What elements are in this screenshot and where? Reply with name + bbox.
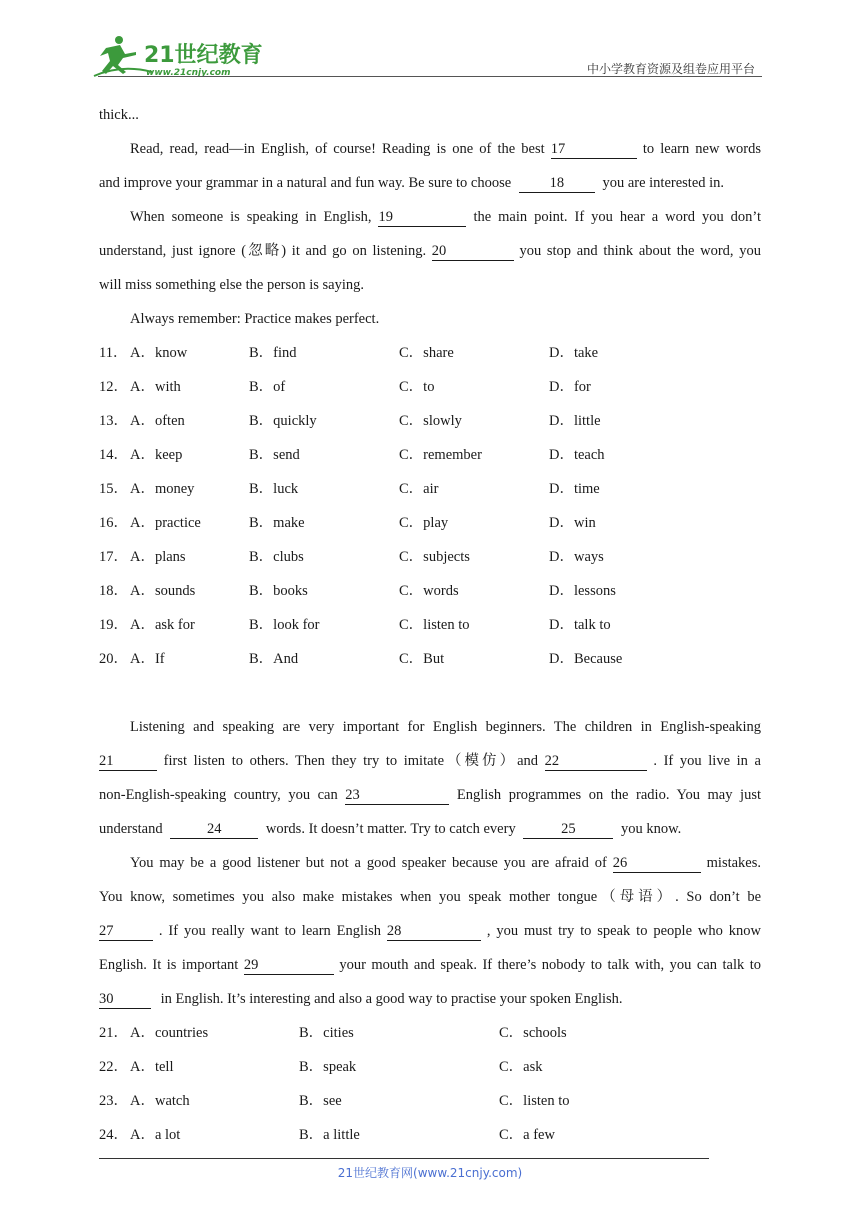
option-b[interactable]: B．of	[249, 379, 286, 395]
blank-22: 22	[545, 753, 647, 771]
passage2-line	[99, 812, 761, 846]
text: you are interested in.	[602, 175, 725, 191]
question-list-2	[99, 1016, 761, 1152]
blank-18: 18	[519, 175, 595, 193]
logo-url: www.21cnjy.com	[146, 68, 231, 78]
text: understand, just ignore (忽略) it and go on listening.	[99, 243, 427, 259]
option-c[interactable]: C．air	[399, 481, 439, 497]
text: your mouth and speak. If there’s nobody to talk with, you can talk to	[339, 957, 762, 973]
option-b[interactable]: B．cities	[299, 1025, 354, 1041]
option-b[interactable]: B．look for	[249, 617, 320, 633]
text: mistakes.	[706, 855, 762, 871]
text: English. It is important	[99, 957, 239, 973]
question-row	[99, 336, 761, 370]
question-row	[99, 1050, 761, 1084]
option-d[interactable]: D．time	[549, 481, 600, 497]
text: you stop and think about the word, you	[519, 243, 761, 259]
text: first listen to others. Then they try to imitate（模仿）and	[163, 753, 539, 769]
option-c[interactable]: C．schools	[499, 1025, 567, 1041]
option-a[interactable]: A．money	[130, 481, 195, 497]
option-d[interactable]: D．take	[549, 345, 599, 361]
option-d[interactable]: D．lessons	[549, 583, 616, 599]
question-number: 15．	[99, 481, 128, 497]
option-c[interactable]: C．words	[399, 583, 459, 599]
header-tagline: 中小学教育资源及组卷应用平台	[586, 62, 755, 76]
text: , you must try to speak to people who know	[486, 923, 762, 939]
option-b[interactable]: B．make	[249, 515, 305, 531]
blank-24: 24	[170, 821, 258, 839]
option-c[interactable]: C．share	[399, 345, 454, 361]
text: non-English-speaking country, you can	[99, 787, 338, 803]
option-b[interactable]: B．books	[249, 583, 308, 599]
question-row	[99, 370, 761, 404]
blank-30: 30	[99, 991, 151, 1009]
passage1-line: Always remember: Practice makes perfect.	[130, 311, 380, 327]
option-b[interactable]: B．find	[249, 345, 297, 361]
passage2-line: You know, sometimes you also make mistakes when you speak mother tongue（母语）. So don’t be	[99, 889, 761, 905]
blank-28: 28	[387, 923, 481, 941]
option-a[interactable]: A．often	[130, 413, 185, 429]
question-number: 12．	[99, 379, 128, 395]
question-number: 16．	[99, 515, 128, 531]
passage1-line: will miss something else the person is saying.	[99, 277, 365, 293]
option-b[interactable]: B．clubs	[249, 549, 304, 565]
blank-25: 25	[523, 821, 613, 839]
question-row	[99, 642, 761, 676]
option-a[interactable]: A．If	[130, 651, 165, 667]
logo-text: 21世纪教育	[144, 43, 263, 68]
option-d[interactable]: D．teach	[549, 447, 605, 463]
question-number: 20．	[99, 651, 128, 667]
option-a[interactable]: A．countries	[130, 1025, 209, 1041]
question-list-1	[99, 336, 761, 676]
option-b[interactable]: B．speak	[299, 1059, 357, 1075]
blank-20: 20	[432, 243, 514, 261]
option-a[interactable]: A．with	[130, 379, 181, 395]
option-c[interactable]: C．remember	[399, 447, 482, 463]
option-c[interactable]: C．listen to	[399, 617, 470, 633]
blank-17: 17	[551, 141, 637, 159]
option-a[interactable]: A．a lot	[130, 1127, 181, 1143]
option-b[interactable]: B．see	[299, 1093, 342, 1109]
question-number: 23．	[99, 1093, 128, 1109]
question-number: 21．	[99, 1025, 128, 1041]
question-row	[99, 608, 761, 642]
question-number: 17．	[99, 549, 128, 565]
passage2-line	[99, 948, 761, 982]
blank-19: 19	[378, 209, 466, 227]
logo-icon	[92, 34, 267, 80]
option-d[interactable]: D．ways	[549, 549, 604, 565]
question-row	[99, 506, 761, 540]
question-row	[99, 404, 761, 438]
footer-divider	[99, 1158, 709, 1159]
blank-21: 21	[99, 753, 157, 771]
page-header	[0, 0, 860, 80]
option-d[interactable]: D．for	[549, 379, 591, 395]
blank-27: 27	[99, 923, 153, 941]
question-number: 14．	[99, 447, 128, 463]
option-a[interactable]: A．watch	[130, 1093, 190, 1109]
question-number: 11．	[99, 345, 128, 361]
passage1-line	[99, 200, 761, 234]
blank-23: 23	[345, 787, 449, 805]
question-row	[99, 438, 761, 472]
text: the main point. If you hear a word you don’t	[473, 209, 762, 225]
option-a[interactable]: A．know	[130, 345, 188, 361]
text: You may be a good listener but not a good speaker because you are afraid of	[130, 855, 607, 871]
header-divider	[98, 76, 762, 77]
option-c[interactable]: C．slowly	[399, 413, 462, 429]
option-a[interactable]: A．keep	[130, 447, 183, 463]
option-c[interactable]: C．to	[399, 379, 435, 395]
question-row	[99, 1016, 761, 1050]
text: English programmes on the radio. You may just	[456, 787, 761, 803]
option-b[interactable]: B．luck	[249, 481, 299, 497]
option-d[interactable]: D．talk to	[549, 617, 611, 633]
text: Read, read, read—in English, of course! Reading is one of the best	[130, 141, 545, 157]
option-a[interactable]: A．plans	[130, 549, 186, 565]
question-row	[99, 1118, 761, 1152]
option-d[interactable]: D．Because	[549, 651, 623, 667]
option-c[interactable]: C．subjects	[399, 549, 470, 565]
option-b[interactable]: B．quickly	[249, 413, 317, 429]
passage2-line: Listening and speaking are very important for English beginners. The children in English-speaking	[130, 719, 761, 735]
blank-26: 26	[613, 855, 701, 873]
option-c[interactable]: C．ask	[499, 1059, 543, 1075]
option-c[interactable]: C．But	[399, 651, 445, 667]
passage2-line	[99, 744, 761, 778]
passage1-line	[99, 166, 761, 200]
option-d[interactable]: D．win	[549, 515, 596, 531]
option-a[interactable]: A．sounds	[130, 583, 196, 599]
option-a[interactable]: A．practice	[130, 515, 201, 531]
text: and improve your grammar in a natural and fun way. Be sure to choose	[99, 175, 512, 191]
option-c[interactable]: C．a few	[499, 1127, 555, 1143]
question-number: 22．	[99, 1059, 128, 1075]
option-b[interactable]: B．a little	[299, 1127, 360, 1143]
option-d[interactable]: D．little	[549, 413, 601, 429]
question-number: 18．	[99, 583, 128, 599]
question-row	[99, 540, 761, 574]
passage2-line	[99, 914, 761, 948]
option-b[interactable]: B．And	[249, 651, 299, 667]
passage1-tail: thick...	[99, 107, 139, 123]
footer-text: 21世纪教育网(www.21cnjy.com)	[337, 1166, 523, 1180]
question-row	[99, 574, 761, 608]
question-row	[99, 1084, 761, 1118]
text: you know.	[620, 821, 682, 837]
option-c[interactable]: C．play	[399, 515, 449, 531]
passage2-line	[99, 982, 761, 1016]
option-c[interactable]: C．listen to	[499, 1093, 570, 1109]
question-number: 19．	[99, 617, 128, 633]
document-body	[99, 98, 761, 1152]
text: When someone is speaking in English,	[130, 209, 372, 225]
text: to learn new words	[642, 141, 762, 157]
option-a[interactable]: A．ask for	[130, 617, 195, 633]
option-b[interactable]: B．send	[249, 447, 300, 463]
text: . If you live in a	[653, 753, 761, 769]
passage2-line	[99, 846, 761, 880]
option-a[interactable]: A．tell	[130, 1059, 174, 1075]
question-number: 13．	[99, 413, 128, 429]
text: words. It doesn’t matter. Try to catch every	[265, 821, 516, 837]
text: . If you really want to learn English	[158, 923, 381, 939]
passage2-line	[99, 778, 761, 812]
text: in English. It’s interesting and also a good way to practise your spoken English.	[160, 991, 623, 1007]
blank-29: 29	[244, 957, 334, 975]
text: understand	[99, 821, 163, 837]
passage1-line	[99, 132, 761, 166]
passage1-line	[99, 234, 761, 268]
question-row	[99, 472, 761, 506]
question-number: 24．	[99, 1127, 128, 1143]
